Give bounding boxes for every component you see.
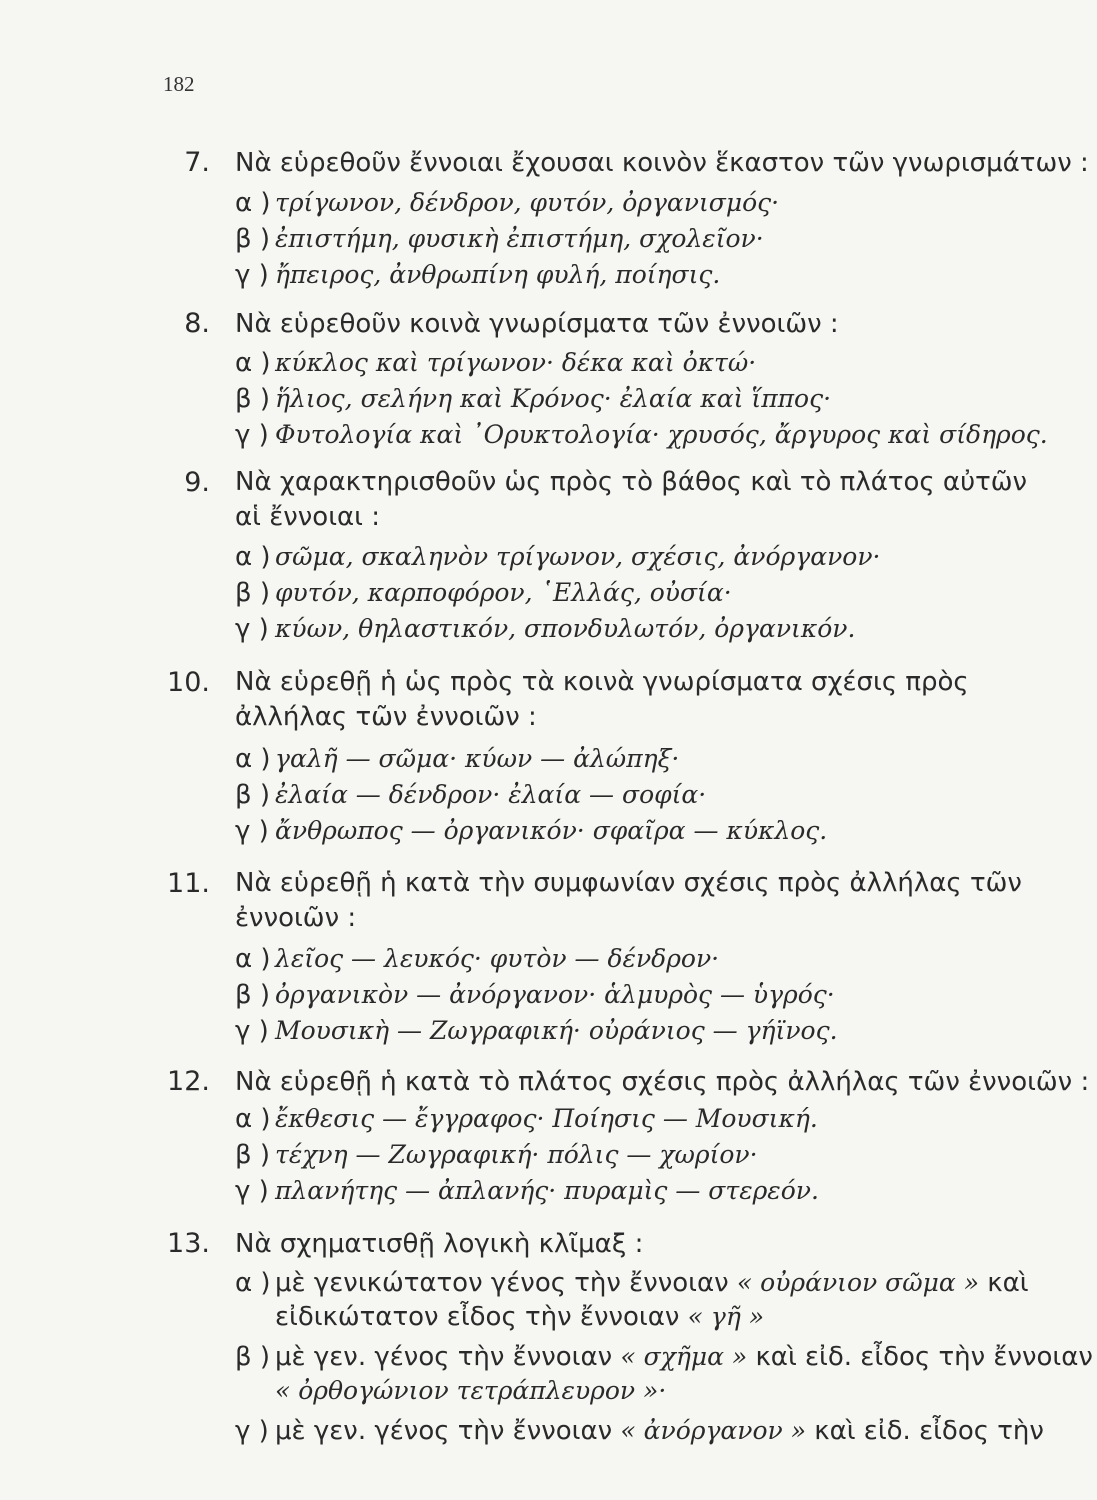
item-label: α ) bbox=[235, 188, 271, 218]
item-label: α ) bbox=[235, 1104, 271, 1134]
item-text: ἐλαία — δένδρον· ἐλαία — σοφία· bbox=[275, 780, 707, 809]
item-label: γ ) bbox=[235, 1176, 269, 1206]
list-item bbox=[235, 1340, 1093, 1374]
list-item bbox=[235, 346, 1050, 380]
list-item bbox=[235, 942, 1050, 976]
item-term: « σχῆμα » bbox=[620, 1342, 748, 1371]
list-item bbox=[235, 1138, 1050, 1172]
item-text: ἔκθεσις — ἔγγραφος· Ποίησις — Μουσική. bbox=[275, 1104, 818, 1133]
item-label: β ) bbox=[235, 384, 271, 414]
list-item bbox=[235, 382, 1050, 416]
item-text: πλανήτης — ἀπλανής· πυραμὶς — στερεόν. bbox=[275, 1176, 819, 1205]
item-label: β ) bbox=[235, 224, 271, 254]
item-label: α ) bbox=[235, 944, 271, 974]
list-item bbox=[235, 222, 1050, 256]
item-text: ἐπιστήμη, φυσικὴ ἐπιστήμη, σχολεῖον· bbox=[275, 224, 764, 253]
item-text: μὲ γενικώτατον γένος τὴν ἔννοιαν bbox=[275, 1268, 737, 1298]
item-term: « ὀρθογώνιον τετράπλευρον »· bbox=[275, 1376, 667, 1405]
item-text: καὶ εἰδ. εἶδος τὴν bbox=[806, 1416, 1044, 1446]
item-text: λεῖος — λευκός· φυτὸν — δένδρον· bbox=[275, 944, 720, 973]
exercise-number: 10. bbox=[167, 667, 210, 698]
exercise-prompt: Νὰ εὑρεθῇ ἡ ὡς πρὸς τὰ κοινὰ γνωρίσματα σχέσις πρὸς ἀλλήλας τῶν ἐννοιῶν : bbox=[235, 667, 969, 732]
item-text: γαλῆ — σῶμα· κύων — ἀλώπηξ· bbox=[275, 744, 680, 773]
list-item bbox=[235, 540, 1050, 574]
list-item bbox=[235, 576, 1050, 610]
exercise-prompt: Νὰ εὑρεθῇ ἡ κατὰ τὸ πλάτος σχέσις πρὸς ἀλλήλας τῶν ἐννοιῶν : bbox=[235, 1067, 1090, 1097]
list-item bbox=[235, 612, 1050, 646]
item-label: γ ) bbox=[235, 816, 269, 846]
exercise-number: 12. bbox=[167, 1066, 210, 1097]
list-item-continuation bbox=[275, 1374, 1090, 1408]
item-label: γ ) bbox=[235, 1016, 269, 1046]
item-label: γ ) bbox=[235, 420, 269, 450]
item-label: β ) bbox=[235, 1342, 271, 1372]
list-item bbox=[235, 1174, 1050, 1208]
item-text: φυτόν, καρποφόρον, ῾Ελλάς, οὐσία· bbox=[275, 578, 732, 607]
exercise-number: 11. bbox=[167, 868, 210, 899]
item-text: ὀργανικὸν — ἀνόργανον· ἁλμυρὸς — ὑγρός· bbox=[275, 980, 835, 1009]
item-label: β ) bbox=[235, 578, 271, 608]
item-label: γ ) bbox=[235, 1416, 269, 1446]
item-term: « γῆ » bbox=[687, 1302, 765, 1331]
item-label: α ) bbox=[235, 348, 271, 378]
exercise-prompt: Νὰ εὑρεθῇ ἡ κατὰ τὴν συμφωνίαν σχέσις πρὸς ἀλλήλας τῶν ἐννοιῶν : bbox=[235, 868, 1022, 933]
list-item bbox=[235, 258, 1050, 292]
page-number: 182 bbox=[163, 72, 195, 96]
item-text: ἄνθρωπος — ὀργανικόν· σφαῖρα — κύκλος. bbox=[275, 816, 828, 845]
item-text: Φυτολογία καὶ ᾽Ορυκτολογία· χρυσός, ἄργυρος καὶ σίδηρος. bbox=[275, 420, 1048, 449]
exercise-prompt: Νὰ χαρακτηρισθοῦν ὡς πρὸς τὸ βάθος καὶ τὸ πλάτος αὐτῶν αἱ ἔννοιαι : bbox=[235, 467, 1028, 532]
item-text: σῶμα, σκαληνὸν τρίγωνον, σχέσις, ἀνόργανον· bbox=[275, 542, 881, 571]
item-text: μὲ γεν. γένος τὴν ἔννοιαν bbox=[275, 1416, 621, 1446]
item-label: γ ) bbox=[235, 614, 269, 644]
exercise-prompt: Νὰ εὑρεθοῦν κοινὰ γνωρίσματα τῶν ἐννοιῶν : bbox=[235, 309, 839, 339]
item-text: ἤπειρος, ἀνθρωπίνη φυλή, ποίησις. bbox=[275, 260, 721, 289]
list-item bbox=[235, 186, 1050, 220]
list-item bbox=[235, 742, 1050, 776]
item-text: κύκλος καὶ τρίγωνον· δέκα καὶ ὀκτώ· bbox=[275, 348, 757, 377]
exercise-prompt: Νὰ σχηματισθῇ λογικὴ κλῖμαξ : bbox=[235, 1229, 644, 1259]
item-text: τρίγωνον, δένδρον, φυτόν, ὀργανισμός· bbox=[275, 188, 780, 217]
item-text: μὲ γεν. γένος τὴν ἔννοιαν bbox=[275, 1342, 621, 1372]
exercise-prompt: Νὰ εὑρεθοῦν ἔννοιαι ἔχουσαι κοινὸν ἕκαστον τῶν γνωρισμάτων : bbox=[235, 148, 1089, 178]
exercise-number: 8. bbox=[184, 308, 210, 339]
item-text: εἰδικώτατον εἶδος τὴν ἔννοιαν bbox=[275, 1302, 688, 1332]
exercise-number: 7. bbox=[184, 147, 210, 178]
exercise-number: 13. bbox=[167, 1228, 210, 1259]
list-item bbox=[235, 978, 1050, 1012]
item-text: ἥλιος, σελήνη καὶ Κρόνος· ἐλαία καὶ ἵππος· bbox=[275, 384, 832, 413]
list-item bbox=[235, 1102, 1050, 1136]
item-label: α ) bbox=[235, 744, 271, 774]
list-item bbox=[235, 778, 1050, 812]
item-label: α ) bbox=[235, 1268, 271, 1298]
item-label: α ) bbox=[235, 542, 271, 572]
item-label: β ) bbox=[235, 780, 271, 810]
item-text: Μουσικὴ — Ζωγραφική· οὐράνιος — γήϊνος. bbox=[275, 1016, 838, 1045]
exercise-number: 9. bbox=[184, 467, 210, 498]
item-text: καὶ bbox=[979, 1268, 1029, 1298]
item-text: καὶ εἰδ. εἶδος τὴν ἔννοιαν bbox=[747, 1342, 1093, 1372]
item-text: τέχνη — Ζωγραφική· πόλις — χωρίον· bbox=[275, 1140, 758, 1169]
item-label: β ) bbox=[235, 980, 271, 1010]
item-text: κύων, θηλαστικόν, σπονδυλωτόν, ὀργανικόν. bbox=[275, 614, 856, 643]
item-label: β ) bbox=[235, 1140, 271, 1170]
list-item bbox=[235, 1014, 1050, 1048]
list-item bbox=[235, 814, 1050, 848]
list-item-continuation bbox=[275, 1300, 1090, 1334]
item-term: « ἀνόργανον » bbox=[620, 1416, 806, 1445]
list-item bbox=[235, 1266, 1050, 1300]
item-term: « οὐράνιον σῶμα » bbox=[736, 1268, 979, 1297]
list-item bbox=[235, 1414, 1050, 1448]
item-label: γ ) bbox=[235, 260, 269, 290]
list-item bbox=[235, 418, 1050, 452]
